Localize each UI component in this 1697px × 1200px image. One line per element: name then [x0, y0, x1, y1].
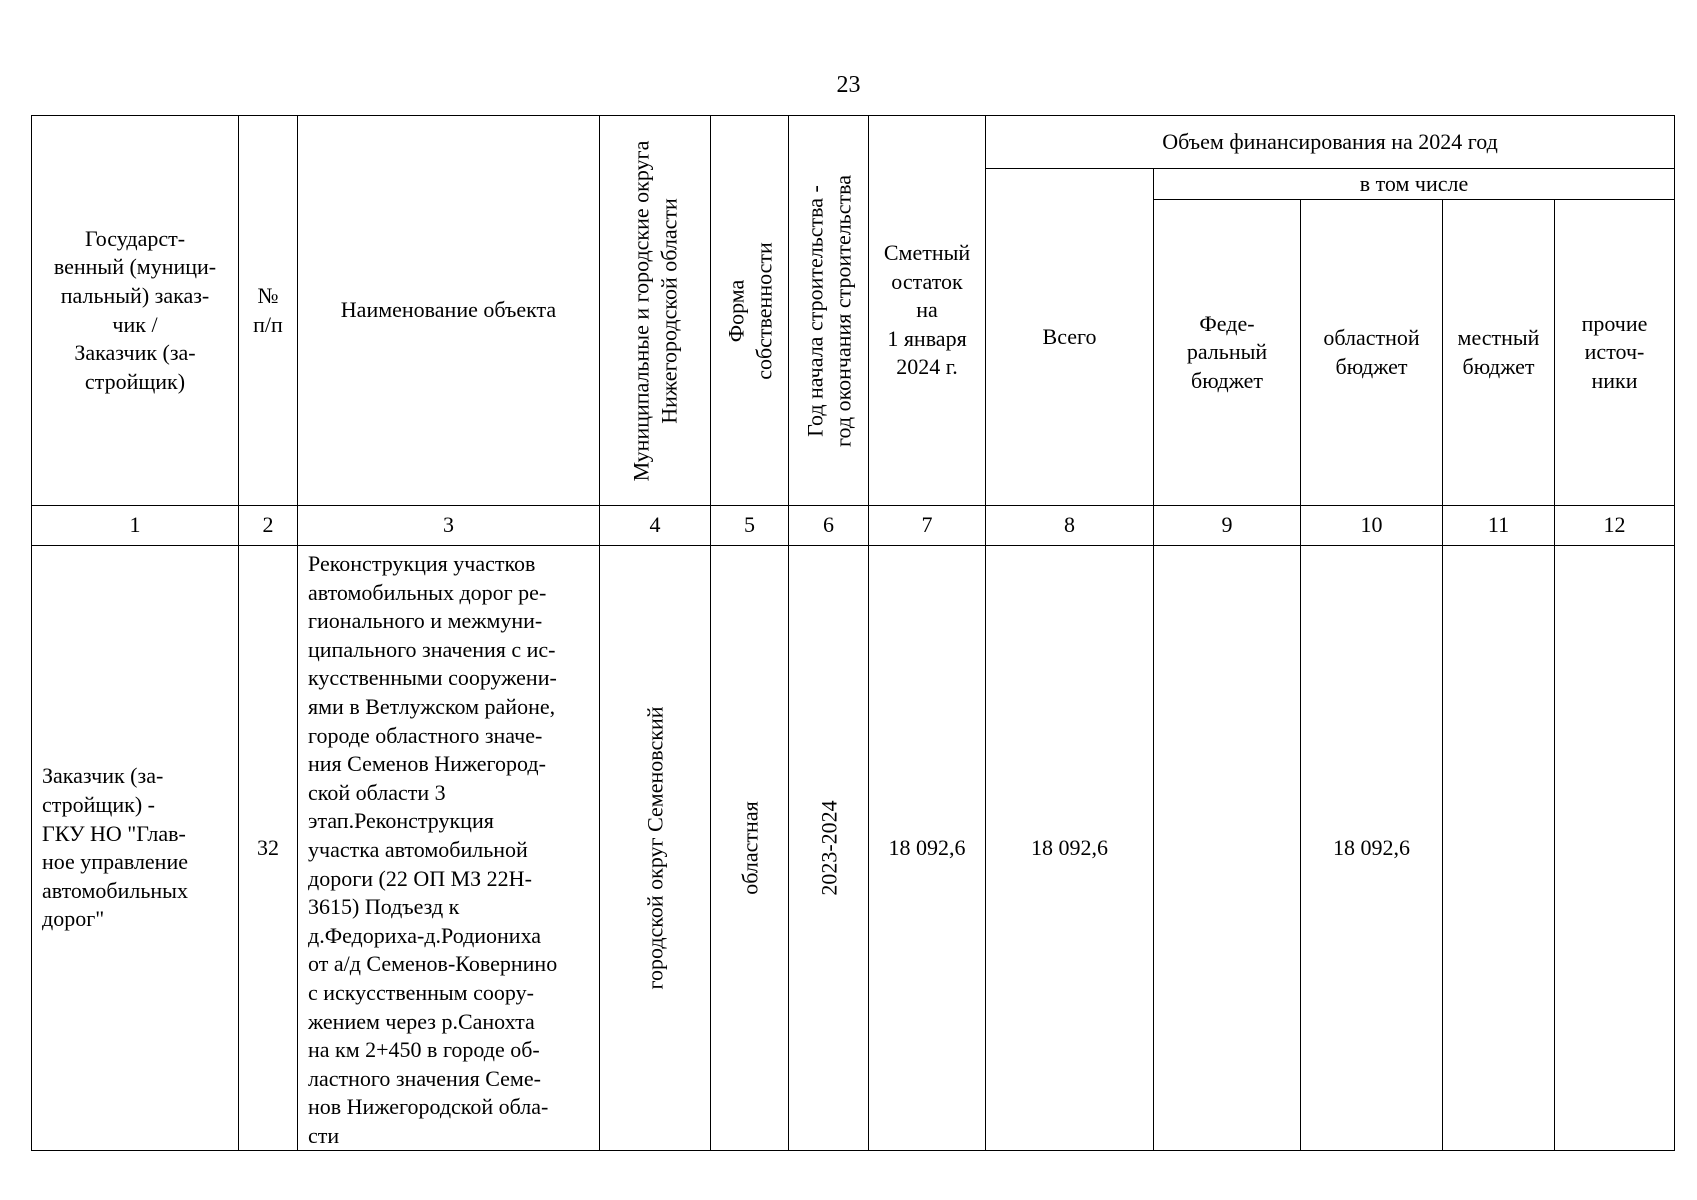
column-number: 11 — [1443, 506, 1555, 546]
header-regional-budget: областной бюджет — [1301, 200, 1443, 506]
header-financing-group: Объем финансирования на 2024 год — [986, 116, 1675, 169]
column-number-row — [32, 506, 1675, 546]
page-number: 23 — [836, 72, 861, 98]
column-number: 6 — [789, 506, 869, 546]
header-district: Муниципальные и городские округа Нижегородской области — [600, 116, 711, 506]
header-object-name: Наименование объекта — [298, 116, 600, 506]
header-number: № п/п — [239, 116, 298, 506]
header-total: Всего — [986, 169, 1154, 506]
ownership-cell: областная — [711, 546, 789, 1151]
header-local-budget: местный бюджет — [1443, 200, 1555, 506]
financing-table — [31, 115, 1675, 1151]
header-estimated-balance: Сметный остаток на 1 января 2024 г. — [869, 116, 986, 506]
row-number-cell: 32 — [239, 546, 298, 1151]
column-number: 3 — [298, 506, 600, 546]
column-number: 5 — [711, 506, 789, 546]
column-number: 12 — [1555, 506, 1675, 546]
header-customer: Государст- венный (муници- пальный) заказ- чик / Заказчик (за- стройщик) — [32, 116, 239, 506]
header-federal-budget: Феде- ральный бюджет — [1154, 200, 1301, 506]
customer-cell: Заказчик (за- стройщик) - ГКУ НО "Глав- ное управление автомобильных дорог" — [32, 546, 239, 1151]
estimated-balance-cell: 18 092,6 — [869, 546, 986, 1151]
column-number: 10 — [1301, 506, 1443, 546]
column-number: 2 — [239, 506, 298, 546]
header-other-sources: прочие источ- ники — [1555, 200, 1675, 506]
header-ownership: Форма собственности — [711, 116, 789, 506]
district-cell: городской округ Семеновский — [600, 546, 711, 1151]
header-including-group: в том числе — [1154, 169, 1675, 200]
federal-budget-cell — [1154, 546, 1301, 1151]
header-years: Год начала строительства - год окончания строительства — [789, 116, 869, 506]
years-cell: 2023-2024 — [789, 546, 869, 1151]
regional-budget-cell: 18 092,6 — [1301, 546, 1443, 1151]
local-budget-cell — [1443, 546, 1555, 1151]
other-sources-cell — [1555, 546, 1675, 1151]
object-name-cell: Реконструкция участков автомобильных дорог ре- гионального и межмуни- ципального значения с ис- кусственными сооружени- ями в Ветлужском районе, городе областного значе- ния Семенов Нижегород- ской области 3 этап.Реконструкция участка автомобильной дороги (22 ОП МЗ 22Н- 3615) Подъезд к д.Федориха-д.Родиониха от а/д Семенов-Ковернино с искусственным соору- жением через р.Санохта на км 2+450 в городе об- ластного значения Семе- нов Нижегородской обла- сти — [298, 546, 600, 1151]
table-row — [32, 546, 1675, 1151]
column-number: 9 — [1154, 506, 1301, 546]
column-number: 4 — [600, 506, 711, 546]
column-number: 7 — [869, 506, 986, 546]
column-number: 8 — [986, 506, 1154, 546]
total-cell: 18 092,6 — [986, 546, 1154, 1151]
column-number: 1 — [32, 506, 239, 546]
